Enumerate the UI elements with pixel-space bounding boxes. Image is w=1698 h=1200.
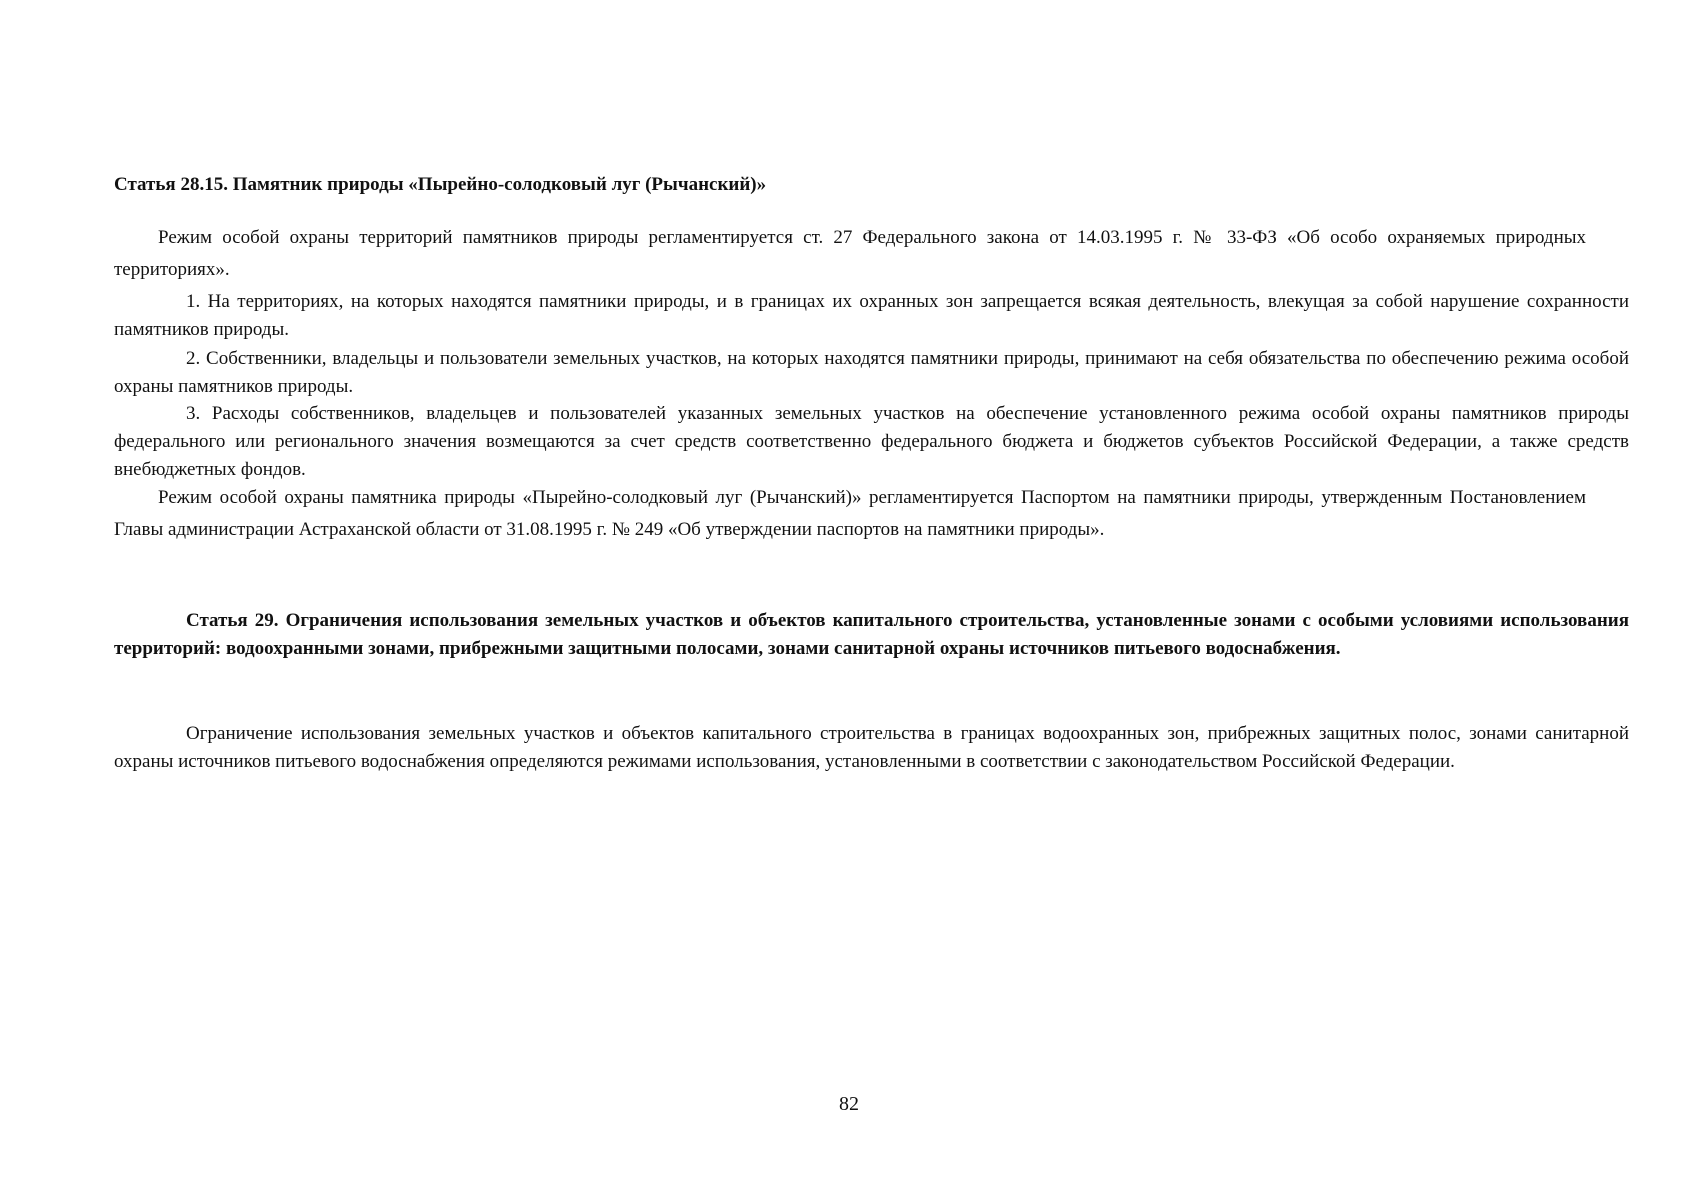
section-28-15-item-1: 1. На территориях, на которых находятся памятники природы, и в границах их охранных зон запрещается всякая деятельность, влекущая за собой нарушение сохранности памятников природы. [114,291,1629,340]
section-28-15-intro: Режим особой охраны территорий памятников природы регламентируется ст. 27 Федерального закона от 14.03.1995 г. № 33-ФЗ «Об особо охраняемых природных территориях». [114,227,1586,280]
section-28-15-heading: Статья 28.15. Памятник природы «Пырейно-солодковый луг (Рычанский)» [114,174,767,195]
section-29-body: Ограничение использования земельных участков и объектов капитального строительства в границах водоохранных зон, прибрежных защитных полос, зонами санитарной охраны источников питьевого водоснабжения определяются режимами использования, установленными в соответствии с законодательством Российской Федерации. [114,723,1629,772]
section-28-15-closing: Режим особой охраны памятника природы «Пырейно-солодковый луг (Рычанский)» регламентируется Паспортом на памятники природы, утвержденным Постановлением Главы администрации Астраханской области от 31.08.1995 г. № 249 «Об утверждении паспортов на памятники природы». [114,487,1586,540]
page-number: 82 [839,1093,859,1115]
section-29-heading: Статья 29. Ограничения использования земельных участков и объектов капитального строительства, установленные зонами с особыми условиями использования территорий: водоохранными зонами, прибрежными защитными полосами, зонами санитарной охраны источников питьевого водоснабжения. [114,610,1629,659]
section-28-15-item-3: 3. Расходы собственников, владельцев и пользователей указанных земельных участков на обеспечение установленного режима особой охраны памятников природы федерального или регионального значения возмещаются за счет средств соответственно федерального бюджета и бюджетов субъектов Российской Федерации, а также средств внебюджетных фондов. [114,403,1629,480]
section-28-15-item-2: 2. Собственники, владельцы и пользователи земельных участков, на которых находятся памятники природы, принимают на себя обязательства по обеспечению режима особой охраны памятников природы. [114,348,1629,397]
